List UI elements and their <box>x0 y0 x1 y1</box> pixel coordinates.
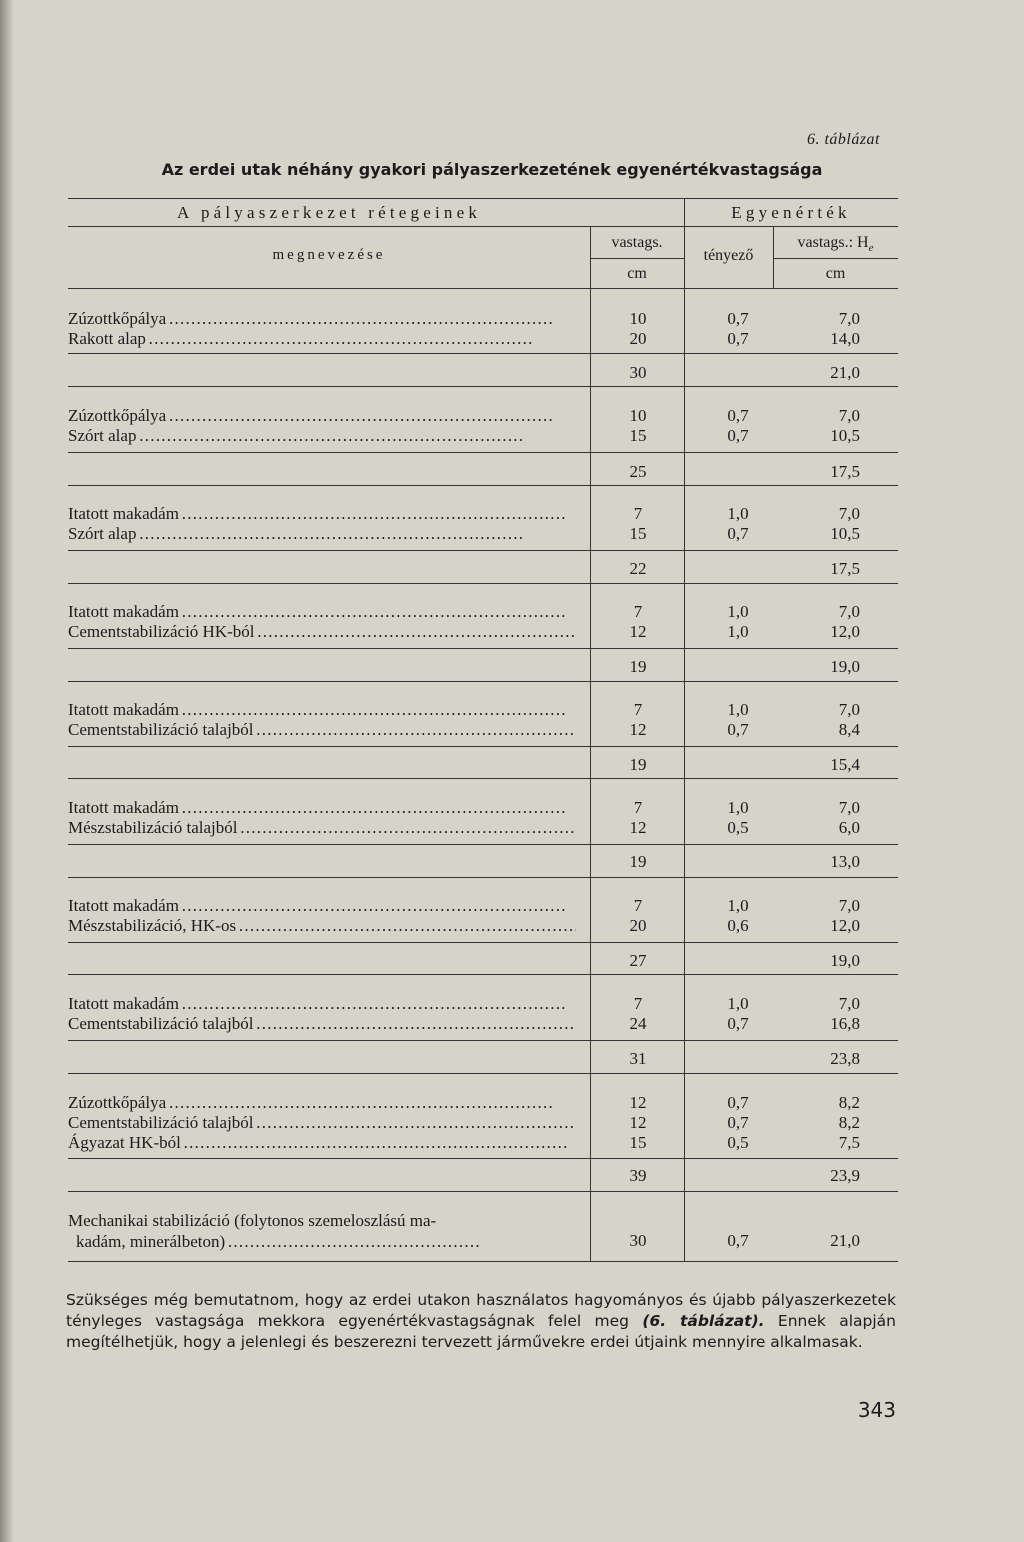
layer-name: Mészstabilizáció talajból . . . <box>68 818 576 838</box>
layer-name: Itatott makadám . . . <box>68 504 576 524</box>
total-thickness: 39 <box>629 1166 647 1185</box>
layer-factor: 0,7 <box>727 1113 749 1132</box>
total-thickness: 27 <box>629 951 647 970</box>
paragraph-text-after: Ennek alapján megítélhetjük, hogy a jelenlegi és beszerezni tervezett járművekre erdei útjaink mennyire alkalmasak. <box>66 1312 896 1351</box>
total-equivalent: 17,5 <box>830 559 860 578</box>
layer-equivalent: 7,0 <box>838 994 860 1013</box>
layer-name: Szórt alap . . . <box>68 426 576 446</box>
layer-thickness: 7 <box>633 602 643 621</box>
group-rule <box>68 681 898 682</box>
layer-name: Itatott makadám . . . <box>68 602 576 622</box>
layer-name: Itatott makadám . . . <box>68 700 576 720</box>
layer-factor: 0,5 <box>727 1133 749 1152</box>
layer-equivalent: 12,0 <box>830 622 860 641</box>
layer-thickness: 7 <box>633 700 643 719</box>
layer-thickness: 15 <box>629 1133 647 1152</box>
total-equivalent: 23,8 <box>830 1049 860 1068</box>
layer-factor: 0,7 <box>727 309 749 328</box>
total-equivalent: 19,0 <box>830 657 860 676</box>
layer-equivalent: 7,5 <box>838 1133 860 1152</box>
layer-thickness: 7 <box>633 896 643 915</box>
subtotal-rule <box>68 1040 898 1041</box>
layer-factor: 0,7 <box>727 1093 749 1112</box>
group-rule <box>68 583 898 584</box>
header-unit-divider-right <box>773 258 898 259</box>
layer-equivalent: 7,0 <box>838 504 860 523</box>
layer-factor: 1,0 <box>727 798 749 817</box>
header-layers: A pályaszerkezet rétegeinek <box>176 203 482 222</box>
table-title: Az erdei utak néhány gyakori pályaszerkezetének egyenértékvastagsága <box>161 160 823 179</box>
total-thickness: 30 <box>629 363 647 382</box>
layer-equivalent: 12,0 <box>830 916 860 935</box>
layer-equivalent: 10,5 <box>830 524 860 543</box>
layer-factor: 0,5 <box>727 818 749 837</box>
subtotal-rule <box>68 746 898 747</box>
total-thickness: 31 <box>629 1049 647 1068</box>
layer-factor: 0,7 <box>727 329 749 348</box>
layer-factor: 0,6 <box>727 916 749 935</box>
layer-thickness: 12 <box>629 1113 647 1132</box>
mechanical-thickness: 30 <box>629 1231 647 1250</box>
layer-name: Itatott makadám . . . <box>68 798 576 818</box>
subtotal-row-7 <box>68 951 898 971</box>
layer-thickness: 24 <box>629 1014 647 1033</box>
subtotal-row-9 <box>68 1166 898 1186</box>
total-thickness: 19 <box>629 657 647 676</box>
header-thickness-unit: cm <box>627 265 647 282</box>
table-row <box>68 309 898 329</box>
table-group-3 <box>68 504 898 544</box>
layer-equivalent: 6,0 <box>838 818 860 837</box>
table-group-8 <box>68 994 898 1034</box>
table-row <box>68 329 898 349</box>
table-row <box>68 720 898 740</box>
layer-thickness: 7 <box>633 994 643 1013</box>
table-row <box>68 1133 898 1153</box>
layer-equivalent: 8,2 <box>838 1113 860 1132</box>
header-factor: tényező <box>703 247 754 264</box>
mechanical-equivalent: 21,0 <box>830 1231 860 1250</box>
header-thickness: vastags. <box>611 234 663 251</box>
table-row <box>68 798 898 818</box>
layer-factor: 1,0 <box>727 602 749 621</box>
layer-factor: 0,7 <box>727 524 749 543</box>
layer-name: Itatott makadám . . . <box>68 994 576 1014</box>
group-rule <box>68 877 898 878</box>
header-equivalent: Egyenérték <box>731 203 851 222</box>
mechanical-name-line1: Mechanikai stabilizáció (folytonos szemeloszlású ma- <box>68 1211 437 1230</box>
layer-name: Cementstabilizáció HK-ból . . . <box>68 622 576 642</box>
layer-thickness: 15 <box>629 524 647 543</box>
total-thickness: 19 <box>629 755 647 774</box>
layer-name: Mészstabilizáció, HK-os . . . <box>68 916 576 936</box>
group-rule <box>68 1191 898 1192</box>
table-row <box>68 916 898 936</box>
subtotal-rule <box>68 942 898 943</box>
mechanical-name-line2: kadám, minerálbeton) . . . <box>68 1231 576 1252</box>
layer-name: Zúzottkőpálya . . . <box>68 309 576 329</box>
total-thickness: 25 <box>629 462 647 481</box>
layer-name: Zúzottkőpálya . . . <box>68 1093 576 1113</box>
subtotal-rule <box>68 452 898 453</box>
table-row <box>68 994 898 1014</box>
layer-equivalent: 7,0 <box>838 896 860 915</box>
subtotal-row-4 <box>68 657 898 677</box>
header-eq-subscript: e <box>868 242 874 255</box>
layer-name: Cementstabilizáció talajból . . . <box>68 1014 576 1034</box>
total-equivalent: 21,0 <box>830 363 860 382</box>
mechanical-stabilization-row <box>68 1210 898 1251</box>
mechanical-factor: 0,7 <box>727 1231 749 1250</box>
table-reference: (6. táblázat). <box>642 1312 765 1330</box>
table-row <box>68 700 898 720</box>
layer-thickness: 7 <box>633 798 643 817</box>
table-row <box>68 426 898 446</box>
layer-equivalent: 7,0 <box>838 406 860 425</box>
table-row <box>68 1093 898 1113</box>
layer-equivalent: 7,0 <box>838 798 860 817</box>
table-row <box>68 406 898 426</box>
subtotal-row-5 <box>68 755 898 775</box>
page-number: 343 <box>857 1398 896 1422</box>
layer-name: Cementstabilizáció talajból . . . <box>68 720 576 740</box>
layer-equivalent: 7,0 <box>838 602 860 621</box>
header-eq-thickness-label: vastags.: H <box>797 234 869 251</box>
layer-factor: 1,0 <box>727 622 749 641</box>
subtotal-row-1 <box>68 363 898 383</box>
table-row <box>68 524 898 544</box>
table-number-label: 6. táblázat <box>806 131 880 148</box>
subtotal-rule <box>68 1158 898 1159</box>
group-rule <box>68 386 898 387</box>
header-unit-divider-left <box>590 258 684 259</box>
table-group-2 <box>68 406 898 446</box>
group-rule <box>68 1073 898 1074</box>
layer-equivalent: 16,8 <box>830 1014 860 1033</box>
group-rule <box>68 485 898 486</box>
layer-thickness: 12 <box>629 818 647 837</box>
layer-equivalent: 8,4 <box>838 720 860 739</box>
table-group-6 <box>68 798 898 838</box>
group-rule <box>68 974 898 975</box>
layer-thickness: 10 <box>629 406 647 425</box>
layer-equivalent: 7,0 <box>838 700 860 719</box>
layer-thickness: 15 <box>629 426 647 445</box>
layer-factor: 1,0 <box>727 896 749 915</box>
table-row <box>68 1014 898 1034</box>
layer-factor: 1,0 <box>727 700 749 719</box>
layer-equivalent: 8,2 <box>838 1093 860 1112</box>
layer-factor: 0,7 <box>727 426 749 445</box>
table-row <box>68 818 898 838</box>
header-equivalent-unit: cm <box>825 265 846 282</box>
layer-thickness: 10 <box>629 309 647 328</box>
total-equivalent: 17,5 <box>830 462 860 481</box>
layer-equivalent: 10,5 <box>830 426 860 445</box>
subtotal-row-6 <box>68 852 898 872</box>
table-row <box>68 896 898 916</box>
total-equivalent: 13,0 <box>830 852 860 871</box>
total-thickness: 22 <box>629 559 647 578</box>
layer-name: Zúzottkőpálya . . . <box>68 406 576 426</box>
layer-equivalent: 14,0 <box>830 329 860 348</box>
layer-name: Ágyazat HK-ból . . . <box>68 1133 576 1153</box>
subtotal-row-2 <box>68 462 898 482</box>
table-row <box>68 504 898 524</box>
table-group-5 <box>68 700 898 740</box>
layer-thickness: 12 <box>629 720 647 739</box>
layer-factor: 0,7 <box>727 1014 749 1033</box>
page-edge-shadow <box>0 0 14 1542</box>
total-equivalent: 23,9 <box>830 1166 860 1185</box>
layer-thickness: 12 <box>629 622 647 641</box>
subtotal-row-3 <box>68 559 898 579</box>
layer-name: Itatott makadám . . . <box>68 896 576 916</box>
subtotal-rule <box>68 353 898 354</box>
body-paragraph <box>66 1290 896 1353</box>
header-equivalent-thickness <box>773 234 898 254</box>
layer-name: Cementstabilizáció talajból . . . <box>68 1113 576 1133</box>
subtotal-rule <box>68 844 898 845</box>
table-group-7 <box>68 896 898 936</box>
table-group-9 <box>68 1093 898 1153</box>
table-top-rule <box>68 198 898 199</box>
layer-factor: 1,0 <box>727 504 749 523</box>
total-equivalent: 19,0 <box>830 951 860 970</box>
table-group-1 <box>68 309 898 349</box>
header-bottom-rule <box>68 288 898 289</box>
subtotal-rule <box>68 550 898 551</box>
header-naming: megnevezése <box>272 247 386 263</box>
layer-thickness: 20 <box>629 329 647 348</box>
layer-thickness: 20 <box>629 916 647 935</box>
layer-name: Szórt alap . . . <box>68 524 576 544</box>
layer-name: Rakott alap . . . <box>68 329 576 349</box>
total-thickness: 19 <box>629 852 647 871</box>
layer-equivalent: 7,0 <box>838 309 860 328</box>
paragraph-text-before: Szükséges még bemutatnom, hogy az erdei utakon használatos hagyományos és újabb pályaszerkezetek tényleges vastagsága mekkora egyenértékvastagságnak felel meg <box>66 1291 896 1330</box>
layer-factor: 0,7 <box>727 406 749 425</box>
subtotal-row-8 <box>68 1049 898 1069</box>
table-bottom-rule <box>68 1261 898 1262</box>
table-group-4 <box>68 602 898 642</box>
table-row <box>68 602 898 622</box>
layer-factor: 1,0 <box>727 994 749 1013</box>
total-equivalent: 15,4 <box>830 755 860 774</box>
group-rule <box>68 778 898 779</box>
subtotal-rule <box>68 648 898 649</box>
layer-thickness: 12 <box>629 1093 647 1112</box>
table-row <box>68 622 898 642</box>
layer-factor: 0,7 <box>727 720 749 739</box>
table-row <box>68 1113 898 1133</box>
layer-thickness: 7 <box>633 504 643 523</box>
